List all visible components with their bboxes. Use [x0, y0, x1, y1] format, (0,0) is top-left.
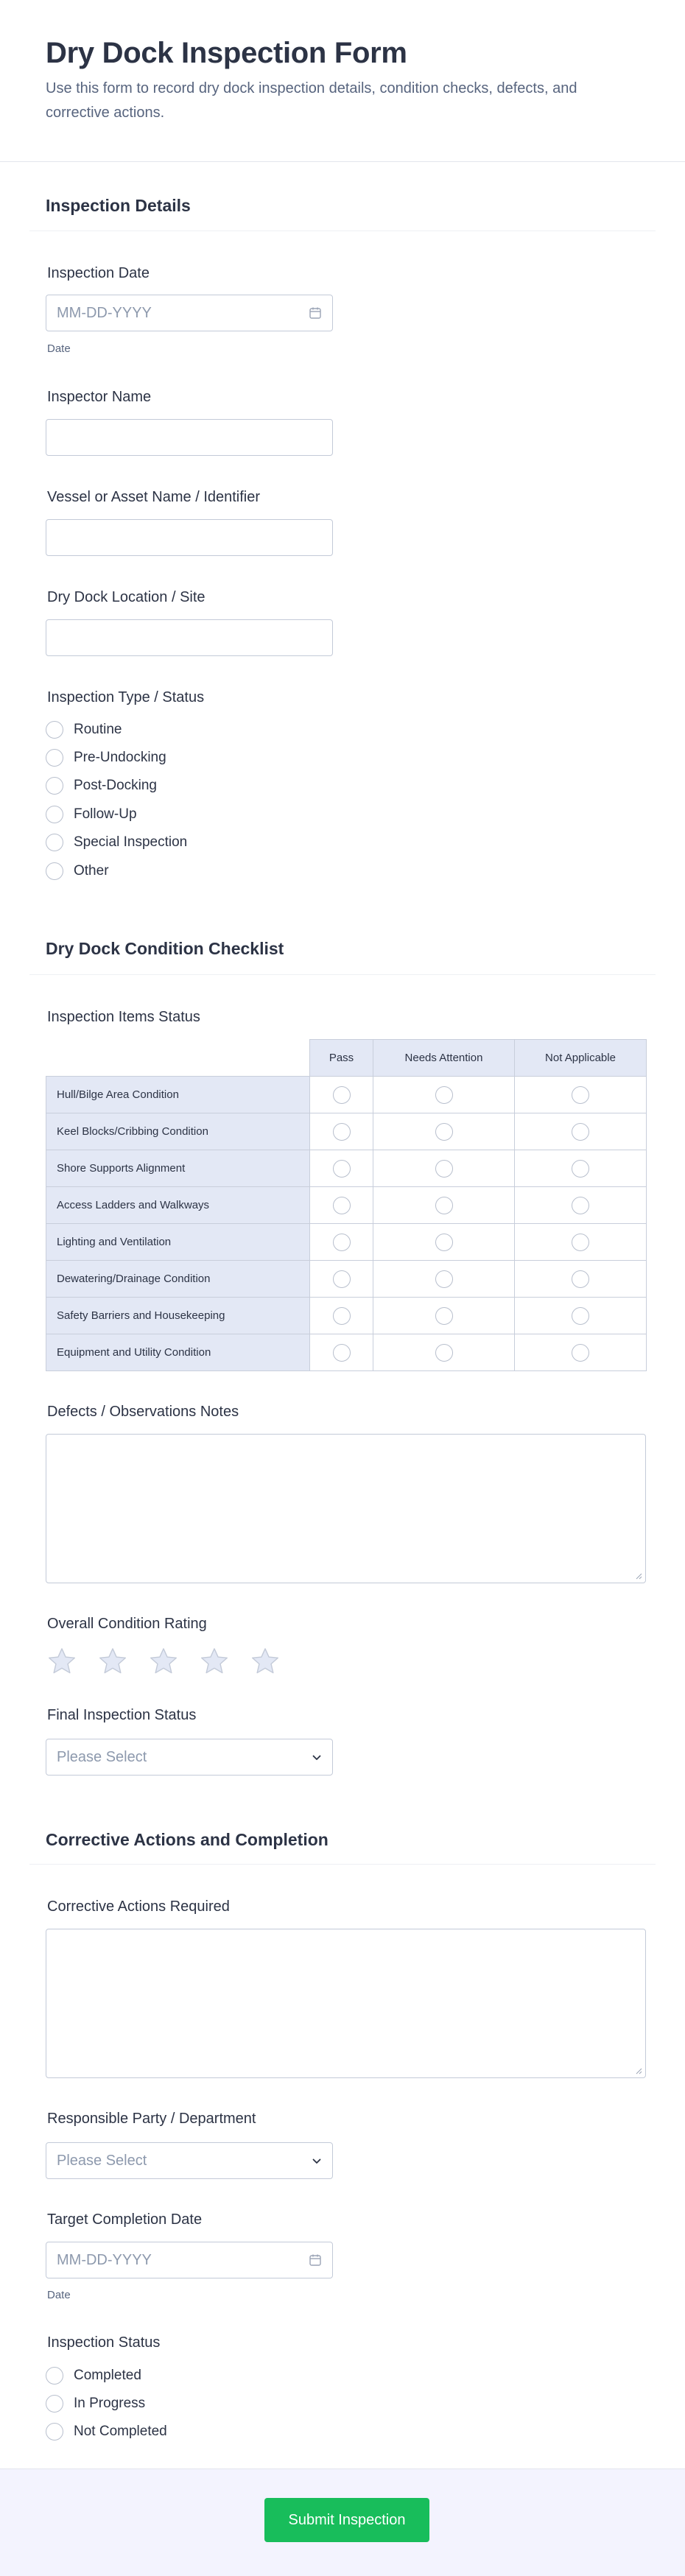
radio-label: Routine — [74, 722, 122, 737]
inspection-type-label: Inspection Type / Status — [47, 689, 205, 705]
radio-button[interactable] — [46, 862, 63, 880]
star-icon[interactable] — [46, 1646, 78, 1677]
final-status-label: Final Inspection Status — [47, 1707, 197, 1723]
matrix-row-label: Dewatering/Drainage Condition — [46, 1261, 310, 1298]
inspection-date-label: Inspection Date — [47, 265, 150, 281]
star-icon[interactable] — [96, 1646, 129, 1677]
inspection-items-matrix — [46, 1039, 647, 1371]
matrix-column-header: Not Applicable — [515, 1040, 647, 1077]
section-divider — [29, 230, 656, 231]
vessel-name-input[interactable] — [46, 519, 333, 556]
matrix-radio-pass[interactable] — [333, 1307, 351, 1325]
matrix-radio-not-applicable[interactable] — [572, 1234, 589, 1251]
matrix-row-label: Safety Barriers and Housekeeping — [46, 1298, 310, 1334]
star-icon[interactable] — [147, 1646, 180, 1677]
matrix-radio-needs-attention[interactable] — [435, 1197, 453, 1214]
form-footer — [0, 2468, 685, 2576]
vessel-name-label: Vessel or Asset Name / Identifier — [47, 489, 261, 505]
target-date-placeholder: MM-DD-YYYY — [57, 2252, 152, 2268]
matrix-row — [46, 1261, 647, 1298]
matrix-radio-not-applicable[interactable] — [572, 1086, 589, 1104]
matrix-radio-needs-attention[interactable] — [435, 1344, 453, 1362]
inspection-date-placeholder: MM-DD-YYYY — [57, 305, 152, 321]
radio-button[interactable] — [46, 806, 63, 823]
matrix-column-header: Pass — [310, 1040, 373, 1077]
matrix-row — [46, 1298, 647, 1334]
inspection-date-input[interactable] — [46, 295, 333, 331]
matrix-row — [46, 1150, 647, 1187]
matrix-radio-pass[interactable] — [333, 1160, 351, 1178]
section-title-inspection-details: Inspection Details — [46, 196, 191, 215]
inspector-name-label: Inspector Name — [47, 389, 152, 405]
matrix-column-header: Needs Attention — [373, 1040, 515, 1077]
section-title-corrective-actions: Corrective Actions and Completion — [46, 1830, 329, 1849]
matrix-radio-not-applicable[interactable] — [572, 1123, 589, 1141]
radio-label: Pre-Undocking — [74, 750, 166, 765]
matrix-row-label: Access Ladders and Walkways — [46, 1187, 310, 1224]
star-icon[interactable] — [198, 1646, 231, 1677]
section-divider — [29, 1864, 656, 1865]
radio-label: In Progress — [74, 2396, 146, 2411]
matrix-corner — [46, 1040, 310, 1077]
matrix-radio-pass[interactable] — [333, 1344, 351, 1362]
inspection-date-sublabel: Date — [47, 342, 71, 355]
matrix-row — [46, 1187, 647, 1224]
matrix-row-label: Hull/Bilge Area Condition — [46, 1077, 310, 1113]
responsible-party-select[interactable] — [46, 2142, 333, 2179]
dock-location-label: Dry Dock Location / Site — [47, 589, 206, 605]
matrix-radio-pass[interactable] — [333, 1270, 351, 1288]
matrix-row — [46, 1077, 647, 1113]
radio-button[interactable] — [46, 2367, 63, 2385]
matrix-radio-pass[interactable] — [333, 1197, 351, 1214]
calendar-icon[interactable] — [309, 2253, 322, 2267]
inspector-name-input[interactable] — [46, 419, 333, 456]
star-icon[interactable] — [249, 1646, 281, 1677]
matrix-radio-needs-attention[interactable] — [435, 1123, 453, 1141]
dock-location-input[interactable] — [46, 619, 333, 656]
chevron-down-icon — [312, 2156, 322, 2167]
final-status-placeholder: Please Select — [57, 1749, 147, 1765]
inspection-status-label: Inspection Status — [47, 2334, 161, 2351]
target-date-sublabel: Date — [47, 2289, 71, 2301]
responsible-party-placeholder: Please Select — [57, 2153, 147, 2169]
corrective-actions-label: Corrective Actions Required — [47, 1898, 230, 1915]
calendar-icon[interactable] — [309, 306, 322, 320]
matrix-radio-not-applicable[interactable] — [572, 1270, 589, 1288]
matrix-radio-not-applicable[interactable] — [572, 1160, 589, 1178]
submit-inspection-button[interactable]: Submit Inspection — [264, 2498, 429, 2542]
matrix-row-label: Equipment and Utility Condition — [46, 1334, 310, 1371]
radio-label: Not Completed — [74, 2424, 167, 2439]
defects-notes-label: Defects / Observations Notes — [47, 1404, 239, 1420]
radio-button[interactable] — [46, 2395, 63, 2413]
inspection-items-label: Inspection Items Status — [47, 1009, 200, 1025]
resize-grip-icon[interactable] — [635, 2067, 642, 2074]
matrix-radio-not-applicable[interactable] — [572, 1307, 589, 1325]
radio-button[interactable] — [46, 749, 63, 767]
matrix-radio-needs-attention[interactable] — [435, 1234, 453, 1251]
condition-rating-label: Overall Condition Rating — [47, 1616, 207, 1632]
radio-label: Follow-Up — [74, 806, 137, 822]
matrix-row — [46, 1224, 647, 1261]
matrix-row-label: Lighting and Ventilation — [46, 1224, 310, 1261]
matrix-radio-pass[interactable] — [333, 1234, 351, 1251]
responsible-party-label: Responsible Party / Department — [47, 2111, 256, 2127]
matrix-row — [46, 1113, 647, 1150]
matrix-row-label: Keel Blocks/Cribbing Condition — [46, 1113, 310, 1150]
form-title: Dry Dock Inspection Form — [46, 37, 407, 69]
matrix-row — [46, 1334, 647, 1371]
matrix-radio-pass[interactable] — [333, 1086, 351, 1104]
radio-button[interactable] — [46, 721, 63, 739]
target-date-input[interactable] — [46, 2242, 333, 2278]
matrix-radio-pass[interactable] — [333, 1123, 351, 1141]
corrective-actions-textarea[interactable] — [46, 1929, 646, 2078]
radio-button[interactable] — [46, 777, 63, 795]
resize-grip-icon[interactable] — [635, 1572, 642, 1580]
matrix-radio-not-applicable[interactable] — [572, 1197, 589, 1214]
target-date-label: Target Completion Date — [47, 2211, 203, 2228]
final-status-select[interactable] — [46, 1739, 333, 1776]
form-header — [0, 0, 685, 162]
matrix-row-label: Shore Supports Alignment — [46, 1150, 310, 1187]
form-description: Use this form to record dry dock inspection details, condition checks, defects, and corrective actions. — [46, 80, 577, 121]
matrix-radio-needs-attention[interactable] — [435, 1086, 453, 1104]
radio-label: Special Inspection — [74, 834, 188, 850]
section-divider — [29, 974, 656, 975]
radio-label: Completed — [74, 2368, 141, 2383]
section-title-checklist: Dry Dock Condition Checklist — [46, 939, 284, 958]
radio-label: Post-Docking — [74, 778, 157, 793]
matrix-radio-needs-attention[interactable] — [435, 1160, 453, 1178]
radio-button[interactable] — [46, 834, 63, 851]
radio-label: Other — [74, 863, 109, 879]
radio-button[interactable] — [46, 2423, 63, 2440]
matrix-radio-needs-attention[interactable] — [435, 1307, 453, 1325]
matrix-radio-not-applicable[interactable] — [572, 1344, 589, 1362]
defects-notes-textarea[interactable] — [46, 1434, 646, 1583]
chevron-down-icon — [312, 1753, 322, 1763]
matrix-radio-needs-attention[interactable] — [435, 1270, 453, 1288]
